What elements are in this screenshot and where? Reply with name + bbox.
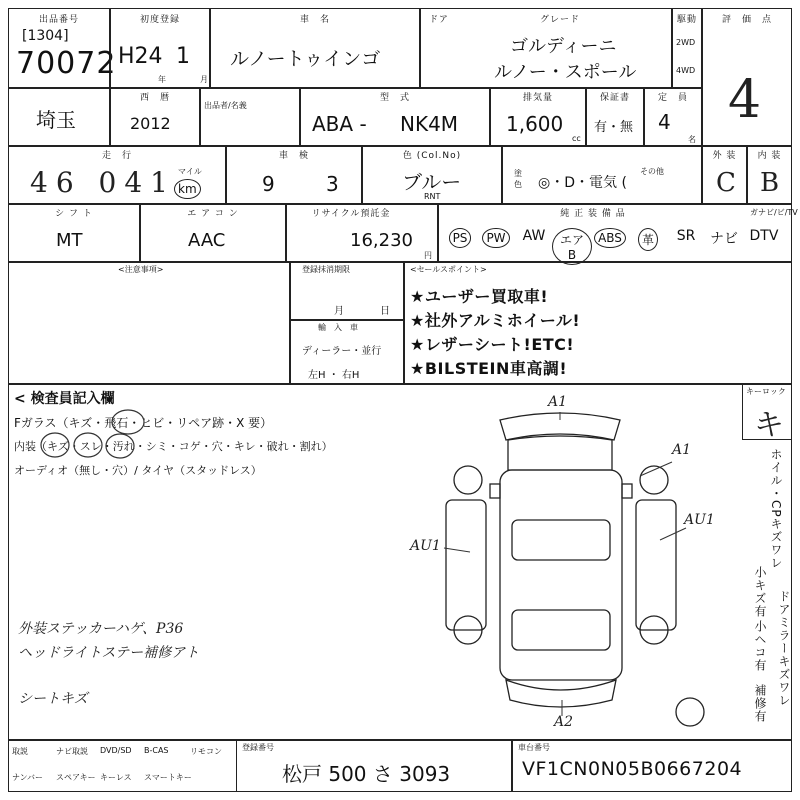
handle: 左H ・ 右H [308, 370, 360, 381]
exterior: C [716, 168, 736, 198]
paint-label: 塗色 [514, 169, 522, 189]
vin-label: 車台番号 [518, 743, 550, 752]
mark-a2-rear: A2 [554, 714, 574, 730]
paint-options: ◎・D・電気 ( [538, 175, 627, 191]
mark-au1-right: AU1 [684, 512, 715, 528]
first-reg-label: 初度登録 [139, 15, 180, 25]
interior-label: 内 装 [757, 151, 782, 161]
lot-label: 出品番号 [38, 15, 79, 25]
model-name-label: 車 名 [299, 15, 330, 25]
flag-row1: 取説 [12, 747, 28, 756]
exterior-label: 外 装 [712, 151, 737, 161]
sales-point-4: ★BILSTEIN車高調! [410, 359, 568, 378]
equipment-label: ナビ [710, 231, 738, 247]
side-note-2: ドアミラーキズワレ [777, 590, 791, 707]
note-label: <注意事項> [118, 265, 164, 274]
mark-a1-front: A1 [548, 394, 568, 410]
equipment-label: PW [482, 228, 509, 248]
color-label: 色 (Col.No) [402, 151, 462, 161]
mark-a1-side: A1 [672, 442, 692, 458]
drive-label: 駆動 [676, 15, 697, 25]
other-equip-label: ガナビ/ビ/TV [750, 208, 798, 217]
drive-4wd: 4WD [676, 66, 696, 75]
capacity-label: 定 員 [657, 93, 688, 103]
lot-number: 70072 [16, 46, 117, 81]
inspection-month: 3 [326, 172, 339, 196]
month-suffix: 月 [200, 75, 208, 84]
prev-owner-label: 出品者/名義 [204, 101, 247, 110]
drive-2wd: 2WD [676, 38, 696, 47]
recycle-label: リサイクル預託金 [311, 209, 391, 219]
year-value: 2012 [130, 114, 171, 133]
plate-label: 登録番号 [242, 743, 274, 752]
equipment-label: エアB [552, 228, 592, 265]
displacement-label: 排気量 [522, 93, 553, 103]
model-code-prefix: ABA - [312, 112, 367, 136]
score-label: 評 価 点 [721, 15, 772, 25]
equipment-label: PS [449, 228, 472, 248]
equipment-label: 革 [638, 228, 658, 251]
mileage-digits: 46 041 [30, 166, 176, 199]
shift-label: シ フ ト [55, 209, 93, 219]
mileage-label: 走 行 [101, 151, 132, 161]
capacity-suffix: 名 [688, 135, 696, 144]
reg-deadline-label: 登録抹消期限 [302, 265, 350, 274]
displacement: 1,600 [506, 112, 564, 136]
reg-day: 日 [380, 306, 390, 317]
flag-row2: キーレス [100, 773, 132, 782]
capacity: 4 [658, 110, 671, 134]
first-reg-month: 1 [176, 44, 190, 69]
flag-row1: ナビ取説 [56, 747, 88, 756]
flag-row1: リモコン [190, 747, 222, 756]
interior-line: 内装（キズ・スレ・汚れ・シミ・コゲ・穴・キレ・破れ・割れ） [14, 440, 333, 453]
reg-month: 月 [334, 306, 344, 317]
recycle: 16,230 [350, 230, 413, 251]
side-note-1: ホイル・CPキズワレ [769, 448, 783, 570]
hand-note-3: シートキズ [18, 691, 88, 707]
equipment-label: AW [522, 228, 546, 244]
sales-point-2: ★社外アルミホイール! [410, 311, 581, 330]
aircon: AAC [188, 230, 226, 251]
cc-unit: cc [572, 134, 581, 143]
flag-row1: DVD/SD [100, 746, 132, 755]
sales-point-3: ★レザーシート!ETC! [410, 335, 575, 354]
inspection-title: < 検査員記入欄 [14, 391, 115, 407]
equipment-label: DTV [749, 228, 779, 244]
color-code-label: RNT [424, 192, 441, 201]
aircon-label: エ ア コ ン [187, 209, 239, 219]
first-reg-era: H24 [118, 44, 163, 69]
dealer: ディーラー・並行 [302, 346, 382, 357]
color: ブルー [402, 170, 462, 194]
model-code: NK4M [400, 112, 459, 136]
equip-label: 純 正 装 備 品 [560, 209, 626, 219]
mile-label: マイル [178, 167, 202, 176]
lot-id: [1304] [22, 28, 69, 44]
import-label: 輸 入 車 [318, 323, 358, 332]
score: 4 [728, 70, 762, 130]
audio-line: オーディオ（無し・穴）/ タイヤ（スタッドレス） [14, 464, 262, 477]
year-label: 西 暦 [139, 93, 170, 103]
grade-label: グレード [539, 15, 580, 25]
glass-line: Fガラス（キズ・飛石・ヒビ・リペア跡・X 要） [14, 416, 273, 430]
plate: 松戸 500 さ 3093 [282, 762, 451, 786]
grade-line1: ゴルディーニ [510, 36, 617, 57]
other-label: その他 [640, 167, 664, 176]
warranty: 有・無 [594, 120, 634, 135]
equipment-label: ABS [594, 228, 626, 248]
flag-row1: B-CAS [144, 746, 169, 755]
inspection-year: 9 [262, 172, 275, 196]
region: 埼玉 [36, 108, 76, 132]
door-label: ドア [429, 15, 449, 25]
keylock-label: キーロック [746, 387, 786, 396]
inspection-label: 車 検 [278, 151, 309, 161]
sales-point-label: <セールスポイント> [410, 265, 487, 274]
mark-au1-left: AU1 [410, 538, 441, 554]
hand-note-1: 外装ステッカーハゲ、P36 [18, 621, 184, 637]
warranty-label: 保証書 [599, 93, 630, 103]
shape-label: 型 式 [379, 93, 410, 103]
keylock-mark: キ [754, 408, 784, 443]
side-note-5: 補修有 [753, 684, 767, 723]
shift: MT [56, 230, 83, 251]
flag-row2: スマートキー [144, 773, 192, 782]
vin: VF1CN0N05B0667204 [522, 758, 743, 780]
km-circle: km [174, 179, 201, 199]
grade-line2: ルノー・スポール [494, 62, 637, 83]
side-note-3: 小キズ有 [753, 566, 767, 618]
flag-row2: ナンバー [12, 773, 44, 782]
year-suffix: 年 [158, 75, 166, 84]
yen: 円 [424, 251, 432, 260]
interior: B [760, 168, 780, 198]
model-name: ルノートゥインゴ [230, 48, 381, 70]
hand-note-2: ヘッドライトステー補修アト [18, 645, 200, 661]
sales-point-1: ★ユーザー買取車! [410, 287, 549, 306]
flag-row2: スペアキー [56, 773, 96, 782]
side-note-4: 小ヘコ有 [753, 620, 767, 672]
equipment-label: SR [676, 228, 696, 244]
